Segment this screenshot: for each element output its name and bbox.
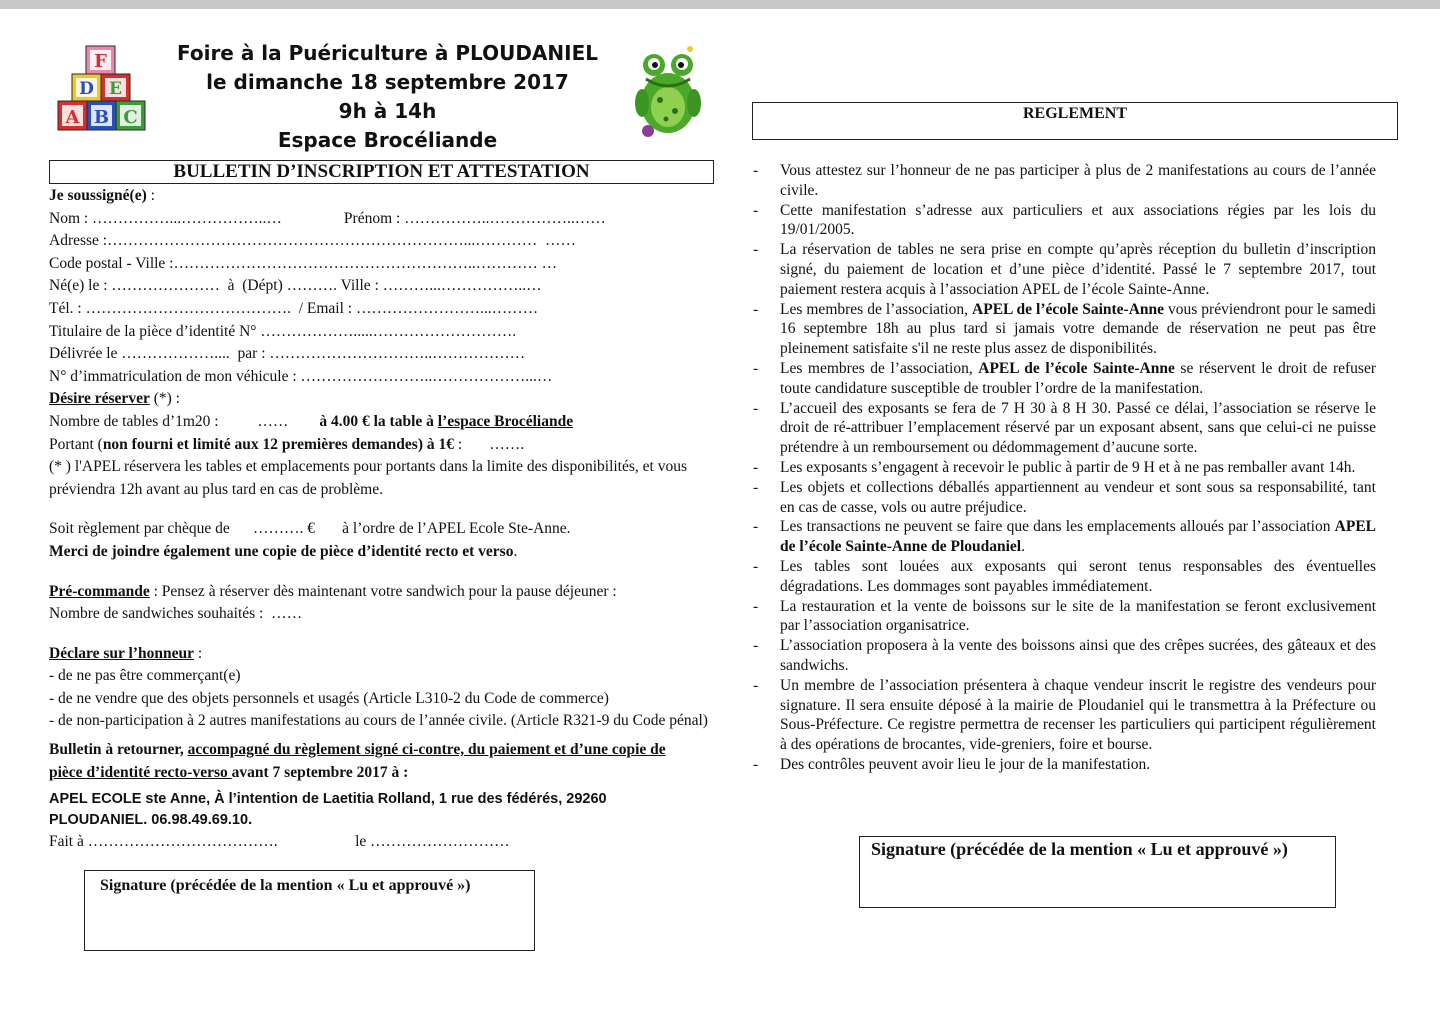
logo-letter-c: C bbox=[123, 107, 138, 128]
soussigne-line bbox=[49, 185, 709, 208]
reglement-item bbox=[753, 557, 1376, 597]
signature-label-right: Signature (précédée de la mention « Lu et approuvé ») bbox=[871, 839, 1288, 859]
piece-identite-field[interactable]: Titulaire de la pièce d’identité N° ……………….....………………………. bbox=[49, 322, 517, 340]
reglement-item-bold: APEL de l’école Sainte-Anne bbox=[972, 300, 1165, 318]
tables-field[interactable]: Nombre de tables d’1m20 : …… bbox=[49, 412, 320, 430]
merci-line bbox=[49, 541, 709, 564]
logo-letter-a: A bbox=[65, 107, 80, 128]
reglement-item-bold: APEL de l’école Sainte-Anne bbox=[978, 359, 1175, 377]
reglement-item-text: Les objets et collections déballés appartiennent au vendeur et sont sous sa responsabilité, tant en cas de casse, vols ou autre préjudice. bbox=[780, 478, 1376, 516]
top-bar bbox=[0, 0, 1440, 9]
sandwiches-field[interactable]: Nombre de sandwiches souhaités : …… bbox=[49, 605, 303, 623]
reglement-item-text: L’association proposera à la vente des boissons ainsi que des crêpes sucrées, des gâteaux et des sandwichs. bbox=[780, 637, 1376, 674]
retour-underlined: accompagné du règlement signé ci-contre, du paiement et d’une copie de pièce d’identité recto-verso bbox=[49, 741, 666, 781]
soussigne-colon: : bbox=[146, 187, 155, 204]
portant-field[interactable]: : ……. bbox=[454, 435, 525, 453]
portant-text: Portant ( bbox=[49, 435, 103, 453]
precommande-text: : Pensez à réserver dès maintenant votre sandwich pour la pause déjeuner : bbox=[149, 582, 617, 600]
reglement-title: REGLEMENT bbox=[752, 102, 1398, 140]
nom-prenom-field[interactable]: Nom : ……………...……………..… Prénom : ……………..……………..…… bbox=[49, 209, 606, 227]
reglement-item-pre: Les membres de l’association, bbox=[780, 359, 979, 377]
adresse-field[interactable]: Adresse :……………………………………………………………...………… …… bbox=[49, 232, 576, 250]
logo-letter-d: D bbox=[79, 79, 94, 99]
abc-blocks-logo bbox=[56, 43, 148, 135]
tables-line bbox=[49, 411, 709, 434]
tables-place: l’espace Brocéliande bbox=[437, 412, 574, 430]
reglement-item-text: Des contrôles peuvent avoir lieu le jour de la manifestation. bbox=[780, 755, 1151, 773]
immatriculation-field[interactable]: N° d’immatriculation de mon véhicule : ……………………..………………...… bbox=[49, 367, 553, 385]
reglement-item-bold: APEL de l’école Sainte-Anne de Ploudaniel bbox=[780, 518, 1376, 556]
reglement-item-text: L’accueil des exposants se fera de 7 H 30 à 8 H 30. Passé ce délai, l’association se réserve le droit de ré-attribuer l’emplacement réservé par un exposant absent, sans que celui-ci ne puisse prétendre à un remboursement ou dédommagement d’aucune sorte. bbox=[780, 399, 1376, 457]
reglement-item-text: Cette manifestation s’adresse aux particuliers et aux associations régies par les lois du 19/01/2005. bbox=[780, 201, 1376, 239]
declare-suffix: : bbox=[193, 644, 203, 662]
reglement-item-post: vous préviendront pour le samedi 16 septembre 18h au plus tard si jamais votre demande de réservation ne peut pas être pleinement satisfaite s'il ne reste plus assez de disponibilités. bbox=[780, 300, 1376, 358]
portant-line bbox=[49, 434, 709, 457]
reglement-item-text: La restauration et la vente de boissons sur le site de la manifestation se feront exclusivement par l’association organisatrice. bbox=[780, 597, 1376, 635]
declare-item-2: - de ne vendre que des objets personnels et usagés (Article L310-2 du Code de commerce) bbox=[49, 689, 609, 707]
reglement-item bbox=[753, 755, 1376, 775]
retour-instructions bbox=[49, 739, 679, 784]
portant-price: ) à 1€ bbox=[417, 435, 454, 453]
portant-condition: non fourni et limité aux 12 premières demandes bbox=[102, 435, 418, 453]
fait-a-field[interactable]: Fait à ………………………………. le ……………………… bbox=[49, 833, 510, 851]
reglement-item-text: Vous attestez sur l’honneur de ne pas participer à plus de 2 manifestations au cours de l’année civile. bbox=[780, 162, 1376, 199]
reglement-item bbox=[753, 517, 1376, 557]
desire-reserver-line bbox=[49, 388, 709, 411]
reglement-item-text: Les tables sont louées aux exposants qui seront tenus responsables des éventuelles dégradations. Les dommages sont payables immédiatement. bbox=[780, 557, 1376, 595]
desire-reserver-suffix: (*) : bbox=[149, 390, 180, 408]
signature-box-right[interactable] bbox=[859, 836, 1336, 908]
merci-dot: . bbox=[513, 542, 518, 560]
bulletin-title: BULLETIN D’INSCRIPTION ET ATTESTATION bbox=[49, 160, 714, 184]
reglement-item bbox=[753, 597, 1376, 637]
reglement-item-text: Un membre de l’association présentera à chaque vendeur inscrit le registre des vendeurs pour signature. Il sera ensuite déposé à la mairie de Ploudaniel qui le transmettra à la Préfecture ou Sous-Préfecture. Ce registre permettra de recenser les particuliers qui participent régulièrement à des opérations de brocantes, vide-greniers, foire et bourse. bbox=[780, 676, 1376, 754]
merci-text: Merci de joindre également une copie de pièce d’identité recto et verso bbox=[49, 542, 514, 560]
frog-illustration bbox=[630, 45, 706, 141]
logo-letter-e: E bbox=[109, 79, 122, 99]
event-title-line-4: Espace Brocéliande bbox=[277, 128, 498, 152]
reglement-item-text: La réservation de tables ne sera prise en compte qu’après réception du bulletin d’inscription signé, du paiement de location et d’une pièce d’identité. Passé le 7 septembre 2017, tout paiement restera acquis à l’association APEL de l’école Sainte-Anne. bbox=[780, 241, 1376, 298]
reglement-item bbox=[753, 458, 1376, 478]
reglement-item-text: Les exposants s’engagent à recevoir le public à partir de 9 H et à ne pas remballer avant 14h. bbox=[780, 458, 1356, 476]
declare-item-3: - de non-participation à 2 autres manifestations au cours de l’année civile. (Article R321-9 du Code pénal) bbox=[49, 712, 708, 730]
apel-note: (* ) l'APEL réservera les tables et emplacements pour portants dans la limite des disponibilités, et vous préviendra 12h avant au plus tard en cas de problème. bbox=[49, 458, 687, 498]
reglement-item-post: . bbox=[1021, 538, 1025, 556]
document-page bbox=[0, 9, 1440, 1022]
reglement-item bbox=[753, 300, 1376, 359]
reglement-item bbox=[753, 201, 1376, 241]
inscription-form bbox=[49, 185, 709, 854]
event-title-line-3: 9h à 14h bbox=[338, 99, 437, 123]
declare-item-1: - de ne pas être commerçant(e) bbox=[49, 667, 241, 685]
reglement-item bbox=[753, 478, 1376, 518]
reglement-item-pre: Les transactions ne peuvent se faire que dans les emplacements alloués par l’association bbox=[780, 518, 1335, 536]
declare-label: Déclare sur l’honneur bbox=[49, 644, 194, 662]
declare-line bbox=[49, 643, 709, 666]
cheque-field[interactable]: Soit règlement par chèque de ………. € à l’ordre de l’APEL Ecole Ste-Anne. bbox=[49, 520, 571, 538]
naissance-field[interactable]: Né(e) le : ………………… à (Dépt) ………. Ville : ………...……………..… bbox=[49, 277, 542, 295]
reglement-list bbox=[753, 161, 1376, 775]
reglement-item-pre: Les membres de l’association, bbox=[780, 300, 973, 318]
apel-address: APEL ECOLE ste Anne, À l’intention de Laetitia Rolland, 1 rue des fédérés, 29260 PLOUDANIEL. 06.98.49.69.10. bbox=[49, 791, 607, 829]
precommande-label: Pré-commande bbox=[49, 582, 150, 600]
event-title-line-2: le dimanche 18 septembre 2017 bbox=[206, 70, 569, 94]
reglement-item bbox=[753, 636, 1376, 676]
logo-letter-b: B bbox=[93, 107, 110, 128]
reglement-item-post: se réservent le droit de refuser toute candidature susceptible de troubler l’ordre de la manifestation. bbox=[780, 359, 1376, 397]
tel-email-field[interactable]: Tél. : …………………………………. / Email : ……………………...……… bbox=[49, 299, 539, 317]
code-postal-field[interactable]: Code postal - Ville :…………………………………………………..………… … bbox=[49, 254, 558, 272]
reglement-item bbox=[753, 161, 1376, 201]
precommande-line bbox=[49, 581, 709, 604]
soussigne-label: Je soussigné(e) bbox=[49, 187, 147, 204]
logo-letter-f: F bbox=[94, 51, 107, 72]
desire-reserver-label: Désire réserver bbox=[49, 390, 150, 408]
reglement-item bbox=[753, 359, 1376, 399]
delivree-field[interactable]: Délivrée le ……………….... par : …………………………..……………… bbox=[49, 345, 526, 363]
tables-price: à 4.00 € la table à bbox=[319, 412, 438, 430]
signature-label-left: Signature (précédée de la mention « Lu et approuvé ») bbox=[100, 877, 471, 894]
reglement-item bbox=[753, 399, 1376, 458]
retour-start: Bulletin à retourner, bbox=[49, 741, 188, 759]
signature-box-left[interactable] bbox=[84, 870, 535, 951]
event-title-line-1: Foire à la Puériculture à PLOUDANIEL bbox=[177, 41, 598, 65]
reglement-item bbox=[753, 676, 1376, 755]
event-title bbox=[160, 39, 615, 155]
reglement-item bbox=[753, 240, 1376, 299]
retour-end: avant 7 septembre 2017 à : bbox=[231, 763, 409, 781]
